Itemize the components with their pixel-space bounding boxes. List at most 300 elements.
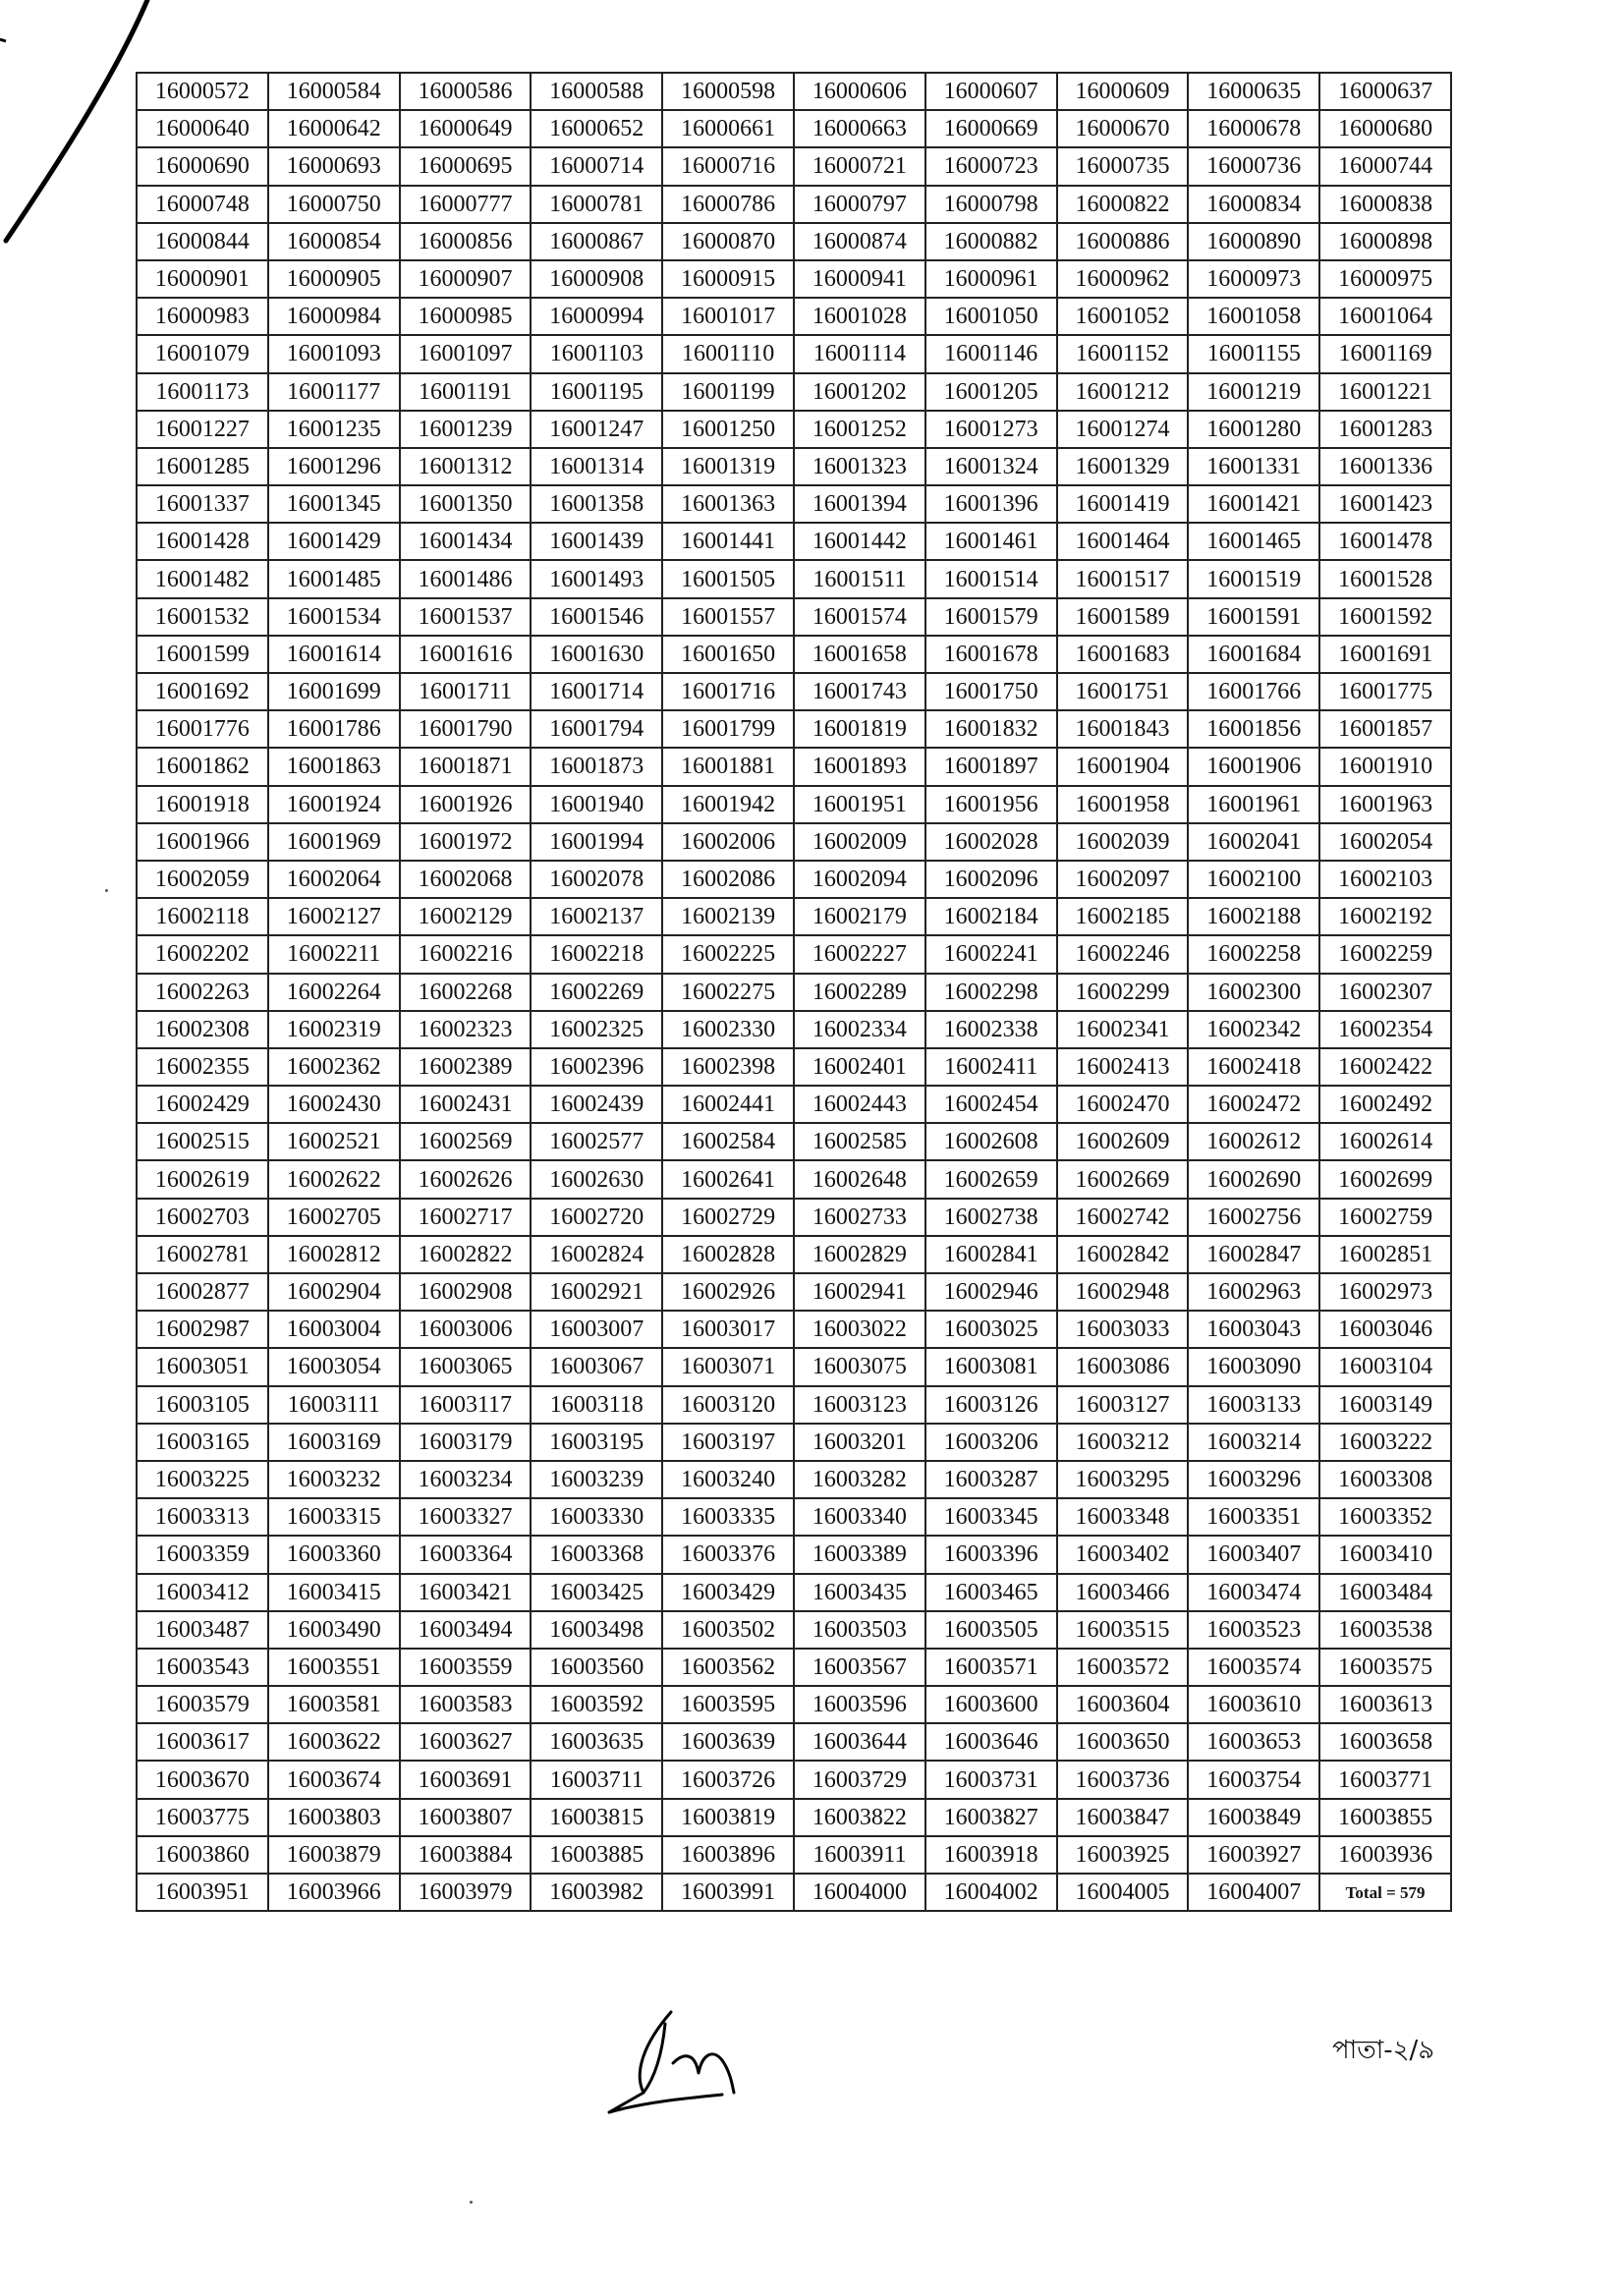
roll-cell: 16003435 bbox=[794, 1574, 925, 1611]
table-row bbox=[137, 1273, 1451, 1311]
roll-cell: 16003007 bbox=[531, 1311, 662, 1348]
roll-cell: 16003335 bbox=[662, 1498, 794, 1536]
roll-cell: 16002430 bbox=[268, 1086, 400, 1123]
roll-cell: 16000786 bbox=[662, 186, 794, 223]
roll-cell: 16001534 bbox=[268, 598, 400, 636]
roll-cell: 16001337 bbox=[137, 485, 268, 523]
table-row bbox=[137, 636, 1451, 673]
roll-cell: 16003195 bbox=[531, 1424, 662, 1461]
roll-cell: 16001691 bbox=[1319, 636, 1451, 673]
roll-cell: 16003484 bbox=[1319, 1574, 1451, 1611]
roll-cell: 16002258 bbox=[1188, 935, 1319, 973]
roll-cell: 16000716 bbox=[662, 147, 794, 185]
roll-cell: 16003515 bbox=[1057, 1611, 1189, 1649]
roll-cell: 16001461 bbox=[925, 523, 1057, 560]
table-row bbox=[137, 373, 1451, 411]
roll-cell: 16000661 bbox=[662, 110, 794, 147]
roll-cell: 16001152 bbox=[1057, 335, 1189, 372]
table-row bbox=[137, 485, 1451, 523]
roll-cell: 16000640 bbox=[137, 110, 268, 147]
table-row bbox=[137, 1723, 1451, 1761]
table-row bbox=[137, 786, 1451, 823]
roll-cell: 16003313 bbox=[137, 1498, 268, 1536]
roll-cell: 16002097 bbox=[1057, 861, 1189, 898]
roll-cell: 16001064 bbox=[1319, 298, 1451, 335]
roll-cell: 16002202 bbox=[137, 935, 268, 973]
table-row bbox=[137, 1236, 1451, 1273]
roll-cell: 16001227 bbox=[137, 411, 268, 448]
roll-cell: 16001017 bbox=[662, 298, 794, 335]
roll-cell: 16001683 bbox=[1057, 636, 1189, 673]
roll-cell: 16003494 bbox=[400, 1611, 532, 1649]
roll-cell: 16003234 bbox=[400, 1461, 532, 1498]
roll-cell: 16001280 bbox=[1188, 411, 1319, 448]
roll-cell: 16002299 bbox=[1057, 974, 1189, 1011]
roll-cell: 16001212 bbox=[1057, 373, 1189, 411]
roll-cell: 16001862 bbox=[137, 748, 268, 785]
roll-cell: 16002431 bbox=[400, 1086, 532, 1123]
roll-cell: 16004000 bbox=[794, 1874, 925, 1911]
roll-cell: 16001283 bbox=[1319, 411, 1451, 448]
roll-cell: 16000985 bbox=[400, 298, 532, 335]
roll-cell: 16002192 bbox=[1319, 898, 1451, 935]
roll-cell: 16003086 bbox=[1057, 1348, 1189, 1385]
roll-cell: 16001766 bbox=[1188, 673, 1319, 710]
table-row bbox=[137, 1536, 1451, 1573]
roll-cell: 16003206 bbox=[925, 1424, 1057, 1461]
roll-cell: 16001786 bbox=[268, 710, 400, 748]
roll-cell: 16002577 bbox=[531, 1123, 662, 1160]
roll-cell: 16000941 bbox=[794, 260, 925, 298]
roll-cell: 16002355 bbox=[137, 1048, 268, 1086]
roll-cell: 16001574 bbox=[794, 598, 925, 636]
table-row bbox=[137, 1686, 1451, 1723]
roll-cell: 16003670 bbox=[137, 1761, 268, 1798]
roll-cell: 16003583 bbox=[400, 1686, 532, 1723]
roll-cell: 16000975 bbox=[1319, 260, 1451, 298]
roll-cell: 16002139 bbox=[662, 898, 794, 935]
roll-cell: 16001972 bbox=[400, 823, 532, 861]
roll-cell: 16003118 bbox=[531, 1386, 662, 1424]
roll-cell: 16002828 bbox=[662, 1236, 794, 1273]
roll-cell: 16001711 bbox=[400, 673, 532, 710]
roll-cell: 16001155 bbox=[1188, 335, 1319, 372]
roll-cell: 16003340 bbox=[794, 1498, 925, 1536]
roll-cell: 16003054 bbox=[268, 1348, 400, 1385]
roll-cell: 16003627 bbox=[400, 1723, 532, 1761]
roll-cell: 16001579 bbox=[925, 598, 1057, 636]
roll-cell: 16003376 bbox=[662, 1536, 794, 1573]
roll-cell: 16003613 bbox=[1319, 1686, 1451, 1723]
roll-number-table bbox=[136, 72, 1452, 1912]
roll-cell: 16001616 bbox=[400, 636, 532, 673]
roll-cell: 16001465 bbox=[1188, 523, 1319, 560]
roll-cell: 16003927 bbox=[1188, 1836, 1319, 1874]
roll-cell: 16003644 bbox=[794, 1723, 925, 1761]
roll-cell: 16001856 bbox=[1188, 710, 1319, 748]
roll-cell: 16000669 bbox=[925, 110, 1057, 147]
roll-cell: 16001478 bbox=[1319, 523, 1451, 560]
roll-cell: 16002418 bbox=[1188, 1048, 1319, 1086]
roll-cell: 16003860 bbox=[137, 1836, 268, 1874]
roll-cell: 16000642 bbox=[268, 110, 400, 147]
roll-cell: 16001881 bbox=[662, 748, 794, 785]
roll-cell: 16003133 bbox=[1188, 1386, 1319, 1424]
roll-cell: 16003543 bbox=[137, 1649, 268, 1686]
roll-cell: 16002006 bbox=[662, 823, 794, 861]
table-row bbox=[137, 1311, 1451, 1348]
roll-cell: 16002298 bbox=[925, 974, 1057, 1011]
roll-cell: 16003610 bbox=[1188, 1686, 1319, 1723]
roll-cell: 16001532 bbox=[137, 598, 268, 636]
roll-cell: 16001871 bbox=[400, 748, 532, 785]
roll-cell: 16002429 bbox=[137, 1086, 268, 1123]
roll-cell: 16003855 bbox=[1319, 1799, 1451, 1836]
roll-cell: 16001464 bbox=[1057, 523, 1189, 560]
roll-cell: 16003622 bbox=[268, 1723, 400, 1761]
roll-cell: 16003575 bbox=[1319, 1649, 1451, 1686]
roll-cell: 16003559 bbox=[400, 1649, 532, 1686]
roll-cell: 16001274 bbox=[1057, 411, 1189, 448]
roll-cell: 16002401 bbox=[794, 1048, 925, 1086]
roll-cell: 16001363 bbox=[662, 485, 794, 523]
roll-cell: 16002439 bbox=[531, 1086, 662, 1123]
roll-cell: 16003731 bbox=[925, 1761, 1057, 1798]
roll-cell: 16001439 bbox=[531, 523, 662, 560]
roll-cell: 16003581 bbox=[268, 1686, 400, 1723]
roll-cell: 16003653 bbox=[1188, 1723, 1319, 1761]
roll-cell: 16001591 bbox=[1188, 598, 1319, 636]
roll-cell: 16002398 bbox=[662, 1048, 794, 1086]
page-number: পাতা-২/৯ bbox=[1332, 2036, 1435, 2065]
roll-cell: 16001093 bbox=[268, 335, 400, 372]
roll-cell: 16000663 bbox=[794, 110, 925, 147]
table-row bbox=[137, 823, 1451, 861]
roll-cell: 16001324 bbox=[925, 448, 1057, 485]
roll-cell: 16003551 bbox=[268, 1649, 400, 1686]
roll-cell: 16002308 bbox=[137, 1011, 268, 1048]
roll-cell: 16003345 bbox=[925, 1498, 1057, 1536]
roll-cell: 16002103 bbox=[1319, 861, 1451, 898]
stray-dot bbox=[470, 2201, 473, 2204]
roll-cell: 16003389 bbox=[794, 1536, 925, 1573]
roll-cell: 16003803 bbox=[268, 1799, 400, 1836]
roll-cell: 16002612 bbox=[1188, 1123, 1319, 1160]
roll-cell: 16003807 bbox=[400, 1799, 532, 1836]
roll-cell: 16000609 bbox=[1057, 73, 1189, 110]
roll-cell: 16001863 bbox=[268, 748, 400, 785]
roll-cell: 16003067 bbox=[531, 1348, 662, 1385]
roll-cell: 16001358 bbox=[531, 485, 662, 523]
roll-cell: 16001396 bbox=[925, 485, 1057, 523]
roll-cell: 16002492 bbox=[1319, 1086, 1451, 1123]
table-row bbox=[137, 523, 1451, 560]
roll-cell: 16003635 bbox=[531, 1723, 662, 1761]
roll-cell: 16002338 bbox=[925, 1011, 1057, 1048]
roll-cell: 16000750 bbox=[268, 186, 400, 223]
roll-cell: 16003396 bbox=[925, 1536, 1057, 1573]
table-row bbox=[137, 560, 1451, 597]
roll-cell: 16002921 bbox=[531, 1273, 662, 1311]
roll-cell: 16001252 bbox=[794, 411, 925, 448]
roll-cell: 16003579 bbox=[137, 1686, 268, 1723]
roll-cell: 16001537 bbox=[400, 598, 532, 636]
roll-cell: 16001493 bbox=[531, 560, 662, 597]
roll-cell: 16001173 bbox=[137, 373, 268, 411]
roll-cell: 16003104 bbox=[1319, 1348, 1451, 1385]
stray-dot bbox=[105, 889, 108, 892]
roll-cell: 16000607 bbox=[925, 73, 1057, 110]
roll-cell: 16000690 bbox=[137, 147, 268, 185]
roll-cell: 16000721 bbox=[794, 147, 925, 185]
roll-cell: 16003169 bbox=[268, 1424, 400, 1461]
roll-cell: 16002086 bbox=[662, 861, 794, 898]
roll-cell: 16002904 bbox=[268, 1273, 400, 1311]
roll-cell: 16002717 bbox=[400, 1199, 532, 1236]
table-row bbox=[137, 1386, 1451, 1424]
roll-cell: 16002127 bbox=[268, 898, 400, 935]
roll-cell: 16000890 bbox=[1188, 223, 1319, 260]
table-row bbox=[137, 1498, 1451, 1536]
roll-cell: 16001050 bbox=[925, 298, 1057, 335]
table-row bbox=[137, 1199, 1451, 1236]
roll-cell: 16002614 bbox=[1319, 1123, 1451, 1160]
table-row bbox=[137, 335, 1451, 372]
roll-cell: 16003105 bbox=[137, 1386, 268, 1424]
roll-cell: 16001097 bbox=[400, 335, 532, 372]
roll-cell: 16003729 bbox=[794, 1761, 925, 1798]
table-row bbox=[137, 1874, 1451, 1911]
roll-cell: 16000777 bbox=[400, 186, 532, 223]
roll-cell: 16002342 bbox=[1188, 1011, 1319, 1048]
roll-cell: 16002470 bbox=[1057, 1086, 1189, 1123]
roll-cell: 16003330 bbox=[531, 1498, 662, 1536]
roll-cell: 16002319 bbox=[268, 1011, 400, 1048]
roll-cell: 16003498 bbox=[531, 1611, 662, 1649]
roll-cell: 16003239 bbox=[531, 1461, 662, 1498]
roll-cell: 16000652 bbox=[531, 110, 662, 147]
roll-cell: 16002690 bbox=[1188, 1160, 1319, 1198]
roll-cell: 16001743 bbox=[794, 673, 925, 710]
roll-cell: 16003179 bbox=[400, 1424, 532, 1461]
roll-cell: 16001951 bbox=[794, 786, 925, 823]
roll-cell: 16001843 bbox=[1057, 710, 1189, 748]
roll-cell: 16001442 bbox=[794, 523, 925, 560]
roll-cell: 16000907 bbox=[400, 260, 532, 298]
roll-cell: 16000588 bbox=[531, 73, 662, 110]
roll-cell: 16001202 bbox=[794, 373, 925, 411]
roll-cell: 16002941 bbox=[794, 1273, 925, 1311]
roll-cell: 16003991 bbox=[662, 1874, 794, 1911]
roll-cell: 16000693 bbox=[268, 147, 400, 185]
roll-cell: 16002729 bbox=[662, 1199, 794, 1236]
roll-cell: 16003465 bbox=[925, 1574, 1057, 1611]
roll-cell: 16001329 bbox=[1057, 448, 1189, 485]
roll-cell: 16002118 bbox=[137, 898, 268, 935]
roll-cell: 16001191 bbox=[400, 373, 532, 411]
roll-cell: 16002841 bbox=[925, 1236, 1057, 1273]
roll-cell: 16001940 bbox=[531, 786, 662, 823]
roll-cell: 16001314 bbox=[531, 448, 662, 485]
table-row bbox=[137, 1123, 1451, 1160]
roll-cell: 16001028 bbox=[794, 298, 925, 335]
roll-cell: 16000882 bbox=[925, 223, 1057, 260]
roll-cell: 16003736 bbox=[1057, 1761, 1189, 1798]
roll-cell: 16003123 bbox=[794, 1386, 925, 1424]
roll-cell: 16001058 bbox=[1188, 298, 1319, 335]
roll-cell: 16003896 bbox=[662, 1836, 794, 1874]
roll-cell: 16003348 bbox=[1057, 1498, 1189, 1536]
roll-cell: 16002241 bbox=[925, 935, 1057, 973]
roll-cell: 16001819 bbox=[794, 710, 925, 748]
roll-cell: 16000984 bbox=[268, 298, 400, 335]
roll-cell: 16003646 bbox=[925, 1723, 1057, 1761]
roll-cell: 16001630 bbox=[531, 636, 662, 673]
roll-cell: 16003117 bbox=[400, 1386, 532, 1424]
roll-cell: 16002781 bbox=[137, 1236, 268, 1273]
roll-cell: 16001942 bbox=[662, 786, 794, 823]
roll-cell: 16002759 bbox=[1319, 1199, 1451, 1236]
roll-cell: 16003775 bbox=[137, 1799, 268, 1836]
roll-cell: 16002129 bbox=[400, 898, 532, 935]
roll-cell: 16003911 bbox=[794, 1836, 925, 1874]
roll-cell: 16001751 bbox=[1057, 673, 1189, 710]
roll-cell: 16000572 bbox=[137, 73, 268, 110]
roll-cell: 16001103 bbox=[531, 335, 662, 372]
roll-cell: 16003165 bbox=[137, 1424, 268, 1461]
roll-cell: 16003282 bbox=[794, 1461, 925, 1498]
roll-cell: 16003412 bbox=[137, 1574, 268, 1611]
roll-cell: 16003819 bbox=[662, 1799, 794, 1836]
roll-cell: 16000635 bbox=[1188, 73, 1319, 110]
roll-cell: 16001517 bbox=[1057, 560, 1189, 597]
roll-cell: 16002289 bbox=[794, 974, 925, 1011]
roll-cell: 16002630 bbox=[531, 1160, 662, 1198]
roll-cell: 16000898 bbox=[1319, 223, 1451, 260]
roll-cell: 16002216 bbox=[400, 935, 532, 973]
roll-cell: 16003884 bbox=[400, 1836, 532, 1874]
roll-cell: 16002184 bbox=[925, 898, 1057, 935]
roll-cell: 16001205 bbox=[925, 373, 1057, 411]
roll-cell: 16002829 bbox=[794, 1236, 925, 1273]
roll-cell: 16002515 bbox=[137, 1123, 268, 1160]
roll-cell: 16000962 bbox=[1057, 260, 1189, 298]
table-row bbox=[137, 411, 1451, 448]
roll-cell: 16003046 bbox=[1319, 1311, 1451, 1348]
roll-cell: 16002619 bbox=[137, 1160, 268, 1198]
roll-cell: 16003295 bbox=[1057, 1461, 1189, 1498]
roll-cell: 16001963 bbox=[1319, 786, 1451, 823]
roll-cell: 16002441 bbox=[662, 1086, 794, 1123]
roll-cell: 16001699 bbox=[268, 673, 400, 710]
roll-cell: 16001421 bbox=[1188, 485, 1319, 523]
roll-cell: 16003523 bbox=[1188, 1611, 1319, 1649]
roll-cell: 16003425 bbox=[531, 1574, 662, 1611]
table-row bbox=[137, 974, 1451, 1011]
table-row bbox=[137, 186, 1451, 223]
roll-cell: 16000606 bbox=[794, 73, 925, 110]
roll-cell: 16002264 bbox=[268, 974, 400, 1011]
roll-cell: 16003004 bbox=[268, 1311, 400, 1348]
roll-cell: 16003595 bbox=[662, 1686, 794, 1723]
roll-cell: 16003327 bbox=[400, 1498, 532, 1536]
roll-cell: 16003490 bbox=[268, 1611, 400, 1649]
roll-cell: 16002218 bbox=[531, 935, 662, 973]
roll-cell: 16002068 bbox=[400, 861, 532, 898]
roll-cell: 16003351 bbox=[1188, 1498, 1319, 1536]
roll-cell: 16002812 bbox=[268, 1236, 400, 1273]
roll-cell: 16002822 bbox=[400, 1236, 532, 1273]
roll-cell: 16003966 bbox=[268, 1874, 400, 1911]
roll-cell: 16003033 bbox=[1057, 1311, 1189, 1348]
roll-cell: 16003562 bbox=[662, 1649, 794, 1686]
roll-cell: 16001350 bbox=[400, 485, 532, 523]
roll-cell: 16000798 bbox=[925, 186, 1057, 223]
roll-cell: 16001599 bbox=[137, 636, 268, 673]
roll-cell: 16002039 bbox=[1057, 823, 1189, 861]
roll-cell: 16000905 bbox=[268, 260, 400, 298]
roll-cell: 16000735 bbox=[1057, 147, 1189, 185]
roll-cell: 16002064 bbox=[268, 861, 400, 898]
roll-cell: 16003474 bbox=[1188, 1574, 1319, 1611]
total-count: Total = 579 bbox=[1319, 1874, 1451, 1911]
roll-cell: 16002641 bbox=[662, 1160, 794, 1198]
roll-cell: 16000736 bbox=[1188, 147, 1319, 185]
roll-cell: 16001918 bbox=[137, 786, 268, 823]
roll-cell: 16001557 bbox=[662, 598, 794, 636]
roll-cell: 16003127 bbox=[1057, 1386, 1189, 1424]
roll-cell: 16003017 bbox=[662, 1311, 794, 1348]
table-row bbox=[137, 898, 1451, 935]
roll-cell: 16001775 bbox=[1319, 673, 1451, 710]
roll-cell: 16001441 bbox=[662, 523, 794, 560]
roll-cell: 16002973 bbox=[1319, 1273, 1451, 1311]
roll-cell: 16001857 bbox=[1319, 710, 1451, 748]
roll-cell: 16002738 bbox=[925, 1199, 1057, 1236]
roll-cell: 16003879 bbox=[268, 1836, 400, 1874]
roll-cell: 16002987 bbox=[137, 1311, 268, 1348]
roll-cell: 16003592 bbox=[531, 1686, 662, 1723]
roll-cell: 16000854 bbox=[268, 223, 400, 260]
roll-cell: 16002323 bbox=[400, 1011, 532, 1048]
table-row bbox=[137, 260, 1451, 298]
roll-cell: 16000781 bbox=[531, 186, 662, 223]
roll-cell: 16001273 bbox=[925, 411, 1057, 448]
roll-cell: 16002851 bbox=[1319, 1236, 1451, 1273]
roll-cell: 16002584 bbox=[662, 1123, 794, 1160]
roll-cell: 16001052 bbox=[1057, 298, 1189, 335]
roll-cell: 16001247 bbox=[531, 411, 662, 448]
roll-cell: 16001419 bbox=[1057, 485, 1189, 523]
roll-cell: 16000961 bbox=[925, 260, 1057, 298]
roll-cell: 16002246 bbox=[1057, 935, 1189, 973]
roll-cell: 16000797 bbox=[794, 186, 925, 223]
roll-cell: 16003466 bbox=[1057, 1574, 1189, 1611]
roll-cell: 16002608 bbox=[925, 1123, 1057, 1160]
roll-cell: 16003827 bbox=[925, 1799, 1057, 1836]
roll-cell: 16001485 bbox=[268, 560, 400, 597]
roll-cell: 16001345 bbox=[268, 485, 400, 523]
roll-cell: 16002756 bbox=[1188, 1199, 1319, 1236]
table-row bbox=[137, 935, 1451, 973]
roll-cell: 16001250 bbox=[662, 411, 794, 448]
table-row bbox=[137, 1048, 1451, 1086]
roll-cell: 16002054 bbox=[1319, 823, 1451, 861]
roll-cell: 16001296 bbox=[268, 448, 400, 485]
roll-cell: 16001511 bbox=[794, 560, 925, 597]
roll-cell: 16003225 bbox=[137, 1461, 268, 1498]
roll-cell: 16003308 bbox=[1319, 1461, 1451, 1498]
